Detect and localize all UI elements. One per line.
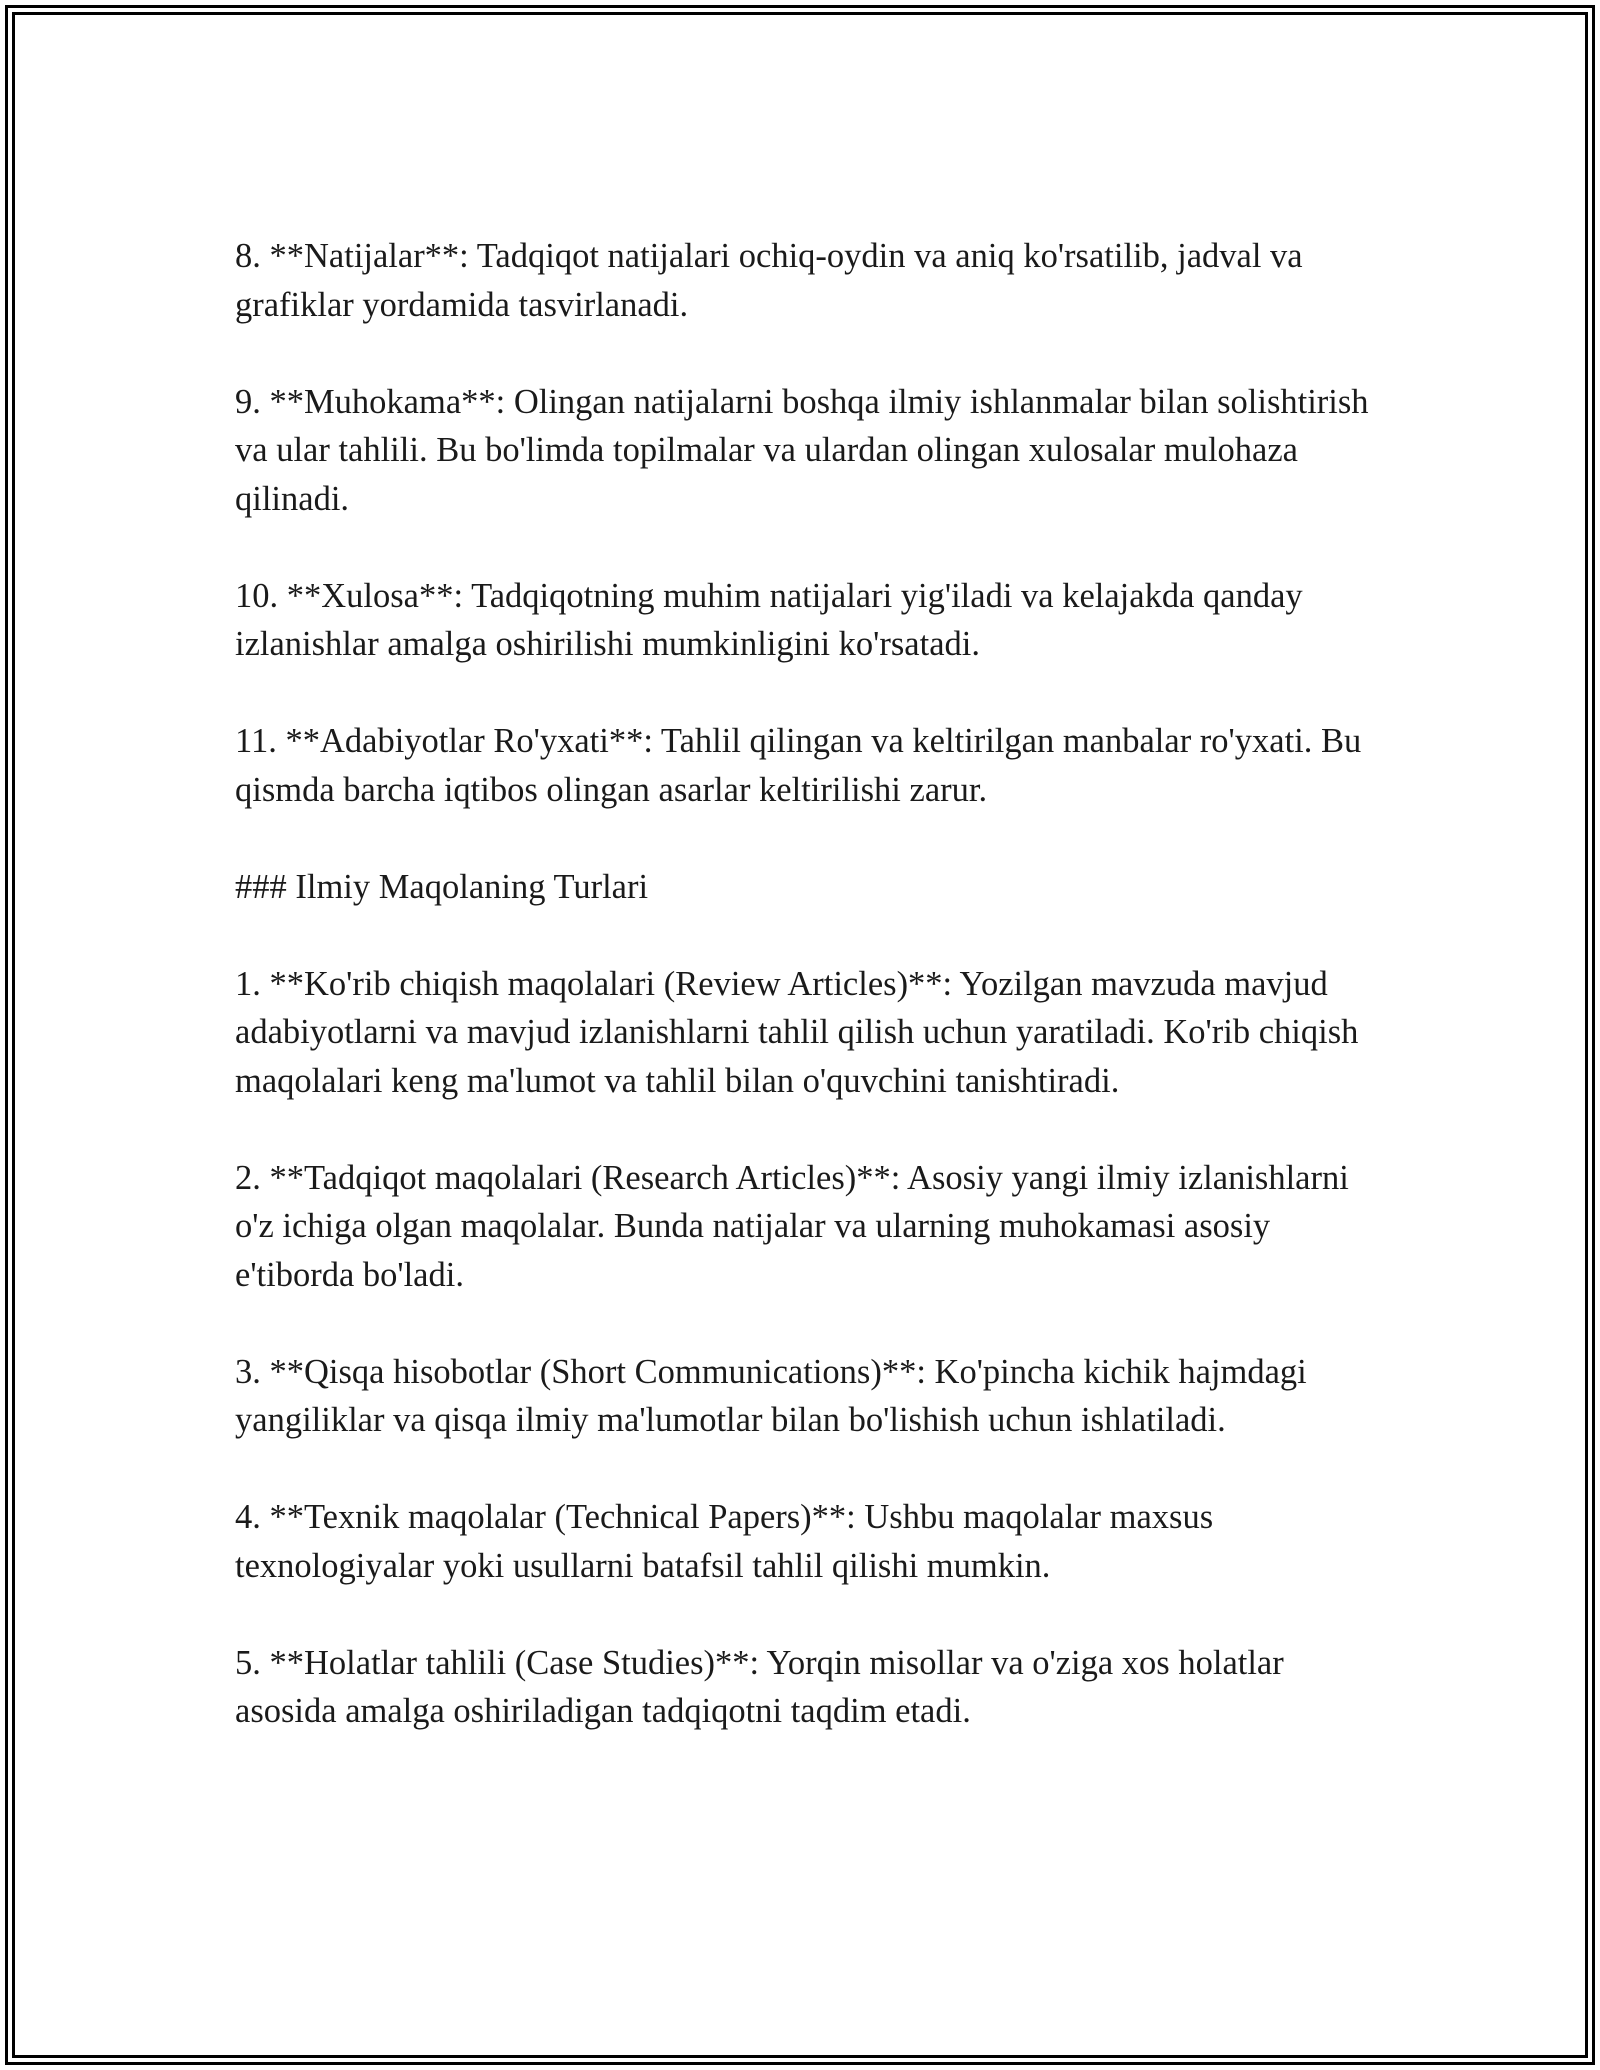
list-item-research-articles: 2. **Tadqiqot maqolalari (Research Articles)**: Asosiy yangi ilmiy izlanishlarni o'z ichiga olgan maqolalar. Bunda natijalar va ularning muhokamasi asosiy e'tiborda bo'ladi. — [235, 1158, 1349, 1294]
list-item-xulosa: 10. **Xulosa**: Tadqiqotning muhim natijalari yig'iladi va kelajakda qanday izlanishlar amalga oshirilishi mumkinligini ko'rsatadi. — [235, 576, 1303, 663]
list-item-case-studies: 5. **Holatlar tahlili (Case Studies)**: Yorqin misollar va o'ziga xos holatlar asosida amalga oshiriladigan tadqiqotni taqdim etadi. — [235, 1643, 1284, 1730]
list-item-review-articles: 1. **Ko'rib chiqish maqolalari (Review Articles)**: Yozilgan mavzuda mavjud adabiyotlarni va mavjud izlanishlarni tahlil qilish uchun yaratiladi. Ko'rib chiqish maqolalari keng ma'lumot va tahlil bilan o'quvchini tanishtiradi. — [235, 964, 1359, 1100]
document-body — [235, 232, 1385, 1736]
list-item-adabiyotlar: 11. **Adabiyotlar Ro'yxati**: Tahlil qilingan va keltirilgan manbalar ro'yxati. Bu qismda barcha iqtibos olingan asarlar keltirilishi zarur. — [235, 722, 1362, 809]
list-item-technical-papers: 4. **Texnik maqolalar (Technical Papers)**: Ushbu maqolalar maxsus texnologiyalar yoki usullarni batafsil tahlil qilishi mumkin. — [235, 1498, 1214, 1585]
list-item-muhokama: 9. **Muhokama**: Olingan natijalarni boshqa ilmiy ishlanmalar bilan solishtirish va ular tahlili. Bu bo'limda topilmalar va ulardan olingan xulosalar mulohaza qilinadi. — [235, 382, 1369, 518]
list-item-short-communications: 3. **Qisqa hisobotlar (Short Communications)**: Ko'pincha kichik hajmdagi yangiliklar va qisqa ilmiy ma'lumotlar bilan bo'lishish uchun ishlatiladi. — [235, 1352, 1307, 1439]
section-heading: ### Ilmiy Maqolaning Turlari — [235, 867, 649, 906]
list-item-natijalar: 8. **Natijalar**: Tadqiqot natijalari ochiq-oydin va aniq ko'rsatilib, jadval va grafiklar yordamida tasvirlanadi. — [235, 237, 1303, 324]
